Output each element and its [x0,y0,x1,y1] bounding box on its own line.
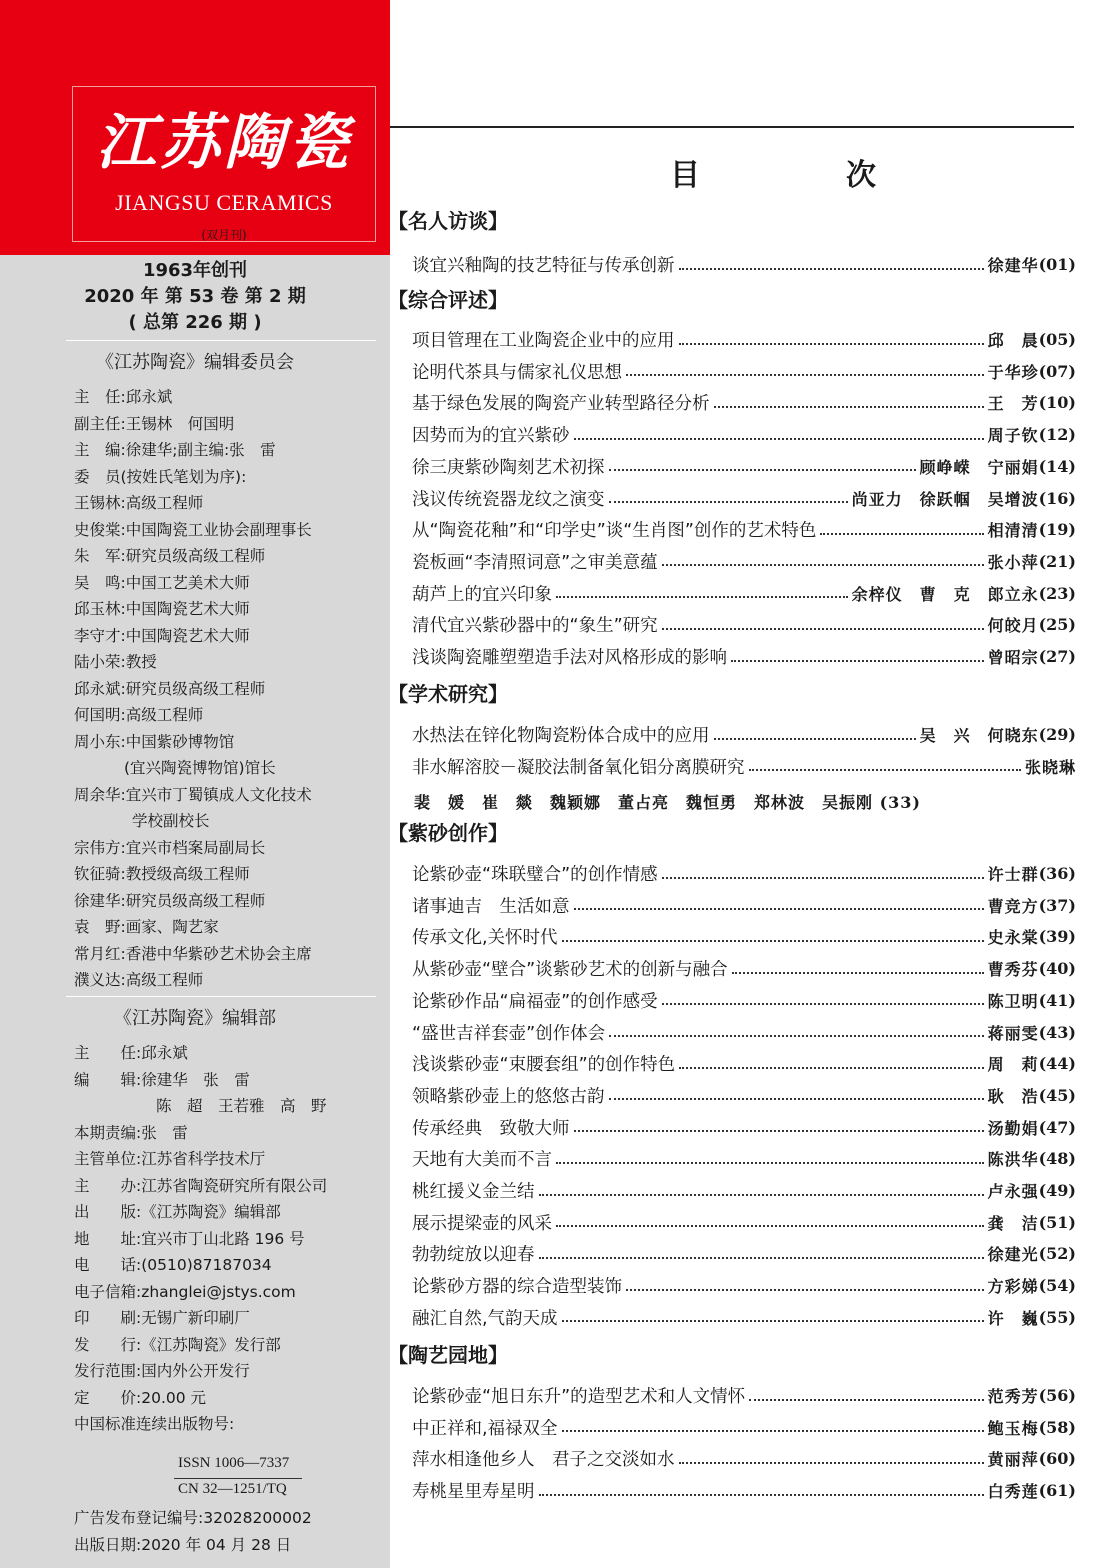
toc-leader-dots [539,1494,984,1496]
editorial-line: 主 办:江苏省陶瓷研究所有限公司 [74,1176,328,1195]
toc-entry-title: “盛世吉祥套壶”创作体会 [412,1023,606,1044]
editorial-heading: 《江苏陶瓷》编辑部 [114,1008,276,1029]
toc-leader-dots [749,769,1021,771]
toc-leader-dots [609,469,916,471]
toc-entry-title: 瓷板画“李清照词意”之审美意蕴 [412,552,658,573]
toc-entry-author: 余梓仪 曹 克 郎立永 [851,584,1039,604]
toc-entry-author: 卢永强 [987,1182,1039,1201]
toc-entry-author: 耿 浩 [987,1086,1039,1106]
toc-entry[interactable] [412,419,1076,450]
cn-number: CN 32—1251/TQ [178,1481,287,1497]
toc-leader-dots [714,406,984,408]
toc-leader-dots [574,1130,984,1132]
toc-entry-page: (56) [1038,1386,1076,1405]
issn-number: ISSN 1006—7337 [178,1455,290,1471]
toc-entry-author: 汤勤娟 [987,1118,1039,1138]
toc-entry-page: (12) [1038,425,1076,445]
toc-leader-dots [562,940,984,942]
editorial-line: 电 话:(0510)87187034 [74,1256,272,1274]
toc-entry[interactable] [412,546,1076,577]
toc-leader-dots [539,1257,984,1259]
editorial-line: 定 价:20.00 元 [74,1388,207,1407]
committee-line: 主 编:徐建华;副主编:张 雷 [74,441,276,459]
publication-date: 出版日期:2020 年 04 月 28 日 [74,1535,292,1554]
issue-number: 2020 年 第 53 卷 第 2 期 [84,286,306,307]
toc-entry-author: 何皎月 [987,616,1039,636]
toc-entry-title: 论明代茶具与儒家礼仪思想 [412,362,622,383]
toc-entry-author: 黄丽萍 [987,1450,1039,1470]
toc-entry-title: 浅议传统瓷器龙纹之演变 [412,489,605,510]
committee-heading: 《江苏陶瓷》编辑委员会 [96,352,294,373]
editorial-line: 陈 超 王若雅 高 野 [156,1097,327,1115]
committee-line: 邱玉林:中国陶瓷艺术大师 [74,600,250,618]
toc-leader-dots [626,1289,984,1291]
toc-entry-page: (58) [1038,1417,1076,1437]
toc-entry-page: (23) [1038,583,1076,603]
editorial-line: 发 行:《江苏陶瓷》发行部 [74,1335,281,1354]
editorial-line: 发行范围:国内外公开发行 [74,1362,250,1380]
toc-leader-dots [539,1194,984,1196]
committee-line: 吴 鸣:中国工艺美术大师 [74,573,250,592]
committee-line: 副主任:王锡林 何国明 [74,414,235,433]
toc-entry-author: 徐建光 [987,1245,1039,1265]
editorial-line: 中国标准连续出版物号: [74,1415,235,1433]
committee-line: 钦征骑:教授级高级工程师 [74,865,250,883]
toc-section-heading: 【名人访谈】 [388,209,508,233]
toc-entry-title: 浅谈陶瓷雕塑塑造手法对风格形成的影响 [412,648,727,668]
committee-line: 邱永斌:研究员级高级工程师 [74,679,266,698]
toc-entry[interactable] [412,1207,1076,1238]
toc-entry-author: 范秀芳 [987,1387,1039,1406]
toc-entry-page: (43) [1038,1022,1076,1042]
toc-leader-dots [562,1430,984,1432]
toc-entry-author: 鲍玉梅 [987,1418,1039,1438]
toc-entry[interactable] [412,1475,1076,1506]
committee-line: 濮义达:高级工程师 [74,971,204,989]
toc-entry-author: 裴 媛 崔 燚 魏颖娜 董占亮 魏恒勇 郑林波 吴振刚 [414,793,874,812]
toc-entry[interactable] [412,387,1076,418]
toc-leader-dots [662,564,984,566]
toc-entry-page: (19) [1038,520,1076,540]
toc-entry-title: 勃勃绽放以迎春 [412,1245,535,1266]
editorial-line: 印 刷:无锡广新印刷厂 [74,1309,250,1327]
logo-chinese-title: 江苏陶瓷 [96,108,352,178]
toc-entry-author: 张小萍 [987,552,1039,572]
toc-entry-page: (61) [1038,1481,1076,1501]
toc-entry-author: 徐建华 [987,256,1039,275]
toc-leader-dots [574,908,984,910]
toc-entry-author: 顾峥嵘 宁丽娟 [919,457,1039,477]
toc-leader-dots [679,343,984,345]
editorial-line: 主管单位:江苏省科学技术厅 [74,1150,266,1168]
toc-entry[interactable] [412,985,1076,1016]
toc-leader-dots [732,972,984,974]
editorial-line: 电子信箱:zhanglei@jstys.com [74,1282,296,1301]
toc-entry[interactable] [412,514,1076,545]
toc-entry[interactable] [412,890,1076,921]
toc-entry-author: 邱 晨 [987,331,1039,350]
toc-entry-page: (16) [1038,488,1076,508]
toc-top-rule [390,126,1074,128]
toc-entry-author: 尚亚力 徐跃帼 吴增波 [851,489,1039,509]
toc-entry-author: 史永棠 [987,928,1039,948]
publication-frequency: (双月刊) [201,228,247,242]
toc-entry-title: 诸事迪吉 生活如意 [412,896,570,917]
toc-entry-page: (21) [1038,551,1076,571]
committee-line: 主 任:邱永斌 [74,388,173,406]
toc-entry-author: 蒋丽雯 [987,1023,1039,1043]
toc-entry-title: 徐三庚紫砂陶刻艺术初探 [412,457,605,478]
editorial-line: 出 版:《江苏陶瓷》编辑部 [74,1203,281,1221]
toc-leader-dots [609,1035,983,1037]
editorial-line: 地 址:宜兴市丁山北路 196 号 [74,1229,305,1248]
editorial-list [74,1040,327,1438]
toc-entry[interactable] [412,641,1076,672]
toc-entry[interactable] [412,953,1076,984]
toc-entry[interactable] [412,858,1076,889]
toc-entry-title: 基于绿色发展的陶瓷产业转型路径分析 [412,394,710,415]
toc-entry[interactable] [412,1412,1076,1443]
toc-entry[interactable] [412,1048,1076,1079]
committee-line: 常月红:香港中华紫砂艺术协会主席 [74,944,312,963]
editorial-line: 本期责编:张 雷 [74,1123,188,1142]
toc-entry-page: (48) [1038,1149,1076,1169]
toc-entry-title: 融汇自然,气韵天成 [412,1308,558,1329]
toc-entry-page: (45) [1038,1085,1076,1105]
toc-leader-dots [679,1462,984,1464]
toc-section-heading: 【紫砂创作】 [388,821,508,845]
toc-entry-page: (51) [1038,1212,1076,1232]
toc-entry-title: 展示提梁壶的风采 [412,1213,552,1234]
toc-entry-title: 水热法在锌化物陶瓷粉体合成中的应用 [412,726,710,746]
toc-entry[interactable] [412,1080,1076,1111]
toc-entry-title: 项目管理在工业陶瓷企业中的应用 [412,331,675,351]
masthead-red-block [0,0,390,255]
toc-leader-dots [662,1003,984,1005]
divider [66,996,376,997]
toc-entry-title: 萍水相逢他乡人 君子之交淡如水 [412,1450,675,1471]
toc-entry-author: 相清清 [987,521,1039,541]
issn-divider [174,1478,302,1479]
toc-entry-author: 龚 洁 [987,1213,1039,1233]
toc-leader-dots [714,738,916,740]
committee-line: 袁 野:画家、陶艺家 [74,918,219,936]
committee-list [74,384,312,994]
committee-line: 朱 军:研究员级高级工程师 [74,547,266,565]
toc-entry-author: 周子钦 [987,426,1039,446]
toc-leader-dots [820,533,983,535]
toc-leader-dots [626,374,984,376]
toc-entry-title: 从紫砂壶“壁合”谈紫砂艺术的创新与融合 [412,960,728,981]
toc-entry[interactable] [412,751,1076,782]
toc-entry[interactable] [412,1017,1076,1048]
toc-entry-title: 葫芦上的宜兴印象 [412,584,552,605]
toc-entry-page: (01) [1038,255,1076,274]
toc-entry-title: 浅谈紫砂壶“束腰套组”的创作特色 [412,1055,676,1076]
committee-line: 王锡林:高级工程师 [74,494,204,512]
toc-leader-dots [662,628,984,630]
toc-entry-title: 论紫砂作品“扁福壶”的创作感受 [412,991,658,1012]
committee-line: 何国明:高级工程师 [74,706,204,724]
committee-line: 宗伟方:宜兴市档案局副局长 [74,838,266,857]
toc-entry-author: 许 巍 [987,1308,1039,1328]
toc-entry-page: (37) [1038,895,1076,915]
committee-line: 周小东:中国紫砂博物馆 [74,732,235,751]
journal-logo [72,86,376,242]
toc-entry-page: (05) [1038,330,1076,349]
toc-leader-dots [556,1225,984,1227]
toc-entry[interactable] [412,356,1076,387]
toc-entry-title: 论紫砂方器的综合造型装饰 [412,1277,622,1298]
editorial-line: 编 辑:徐建华 张 雷 [74,1070,250,1089]
toc-leader-dots [679,268,984,270]
toc-entry-page: (39) [1038,927,1076,947]
toc-entry[interactable] [412,1175,1076,1206]
toc-entry[interactable] [412,1380,1076,1411]
toc-entry-author: 张晓琳 [1024,757,1076,777]
toc-entry-author: 曾昭宗 [987,648,1039,667]
toc-entry-title: 中正祥和,福禄双全 [412,1418,558,1439]
toc-entry-title: 谈宜兴釉陶的技艺特征与传承创新 [412,256,675,276]
toc-entry-page: (33) [873,793,921,812]
toc-entry-title: 论紫砂壶“珠联璧合”的创作情感 [412,865,658,885]
toc-entry-page: (36) [1038,864,1076,883]
toc-entry-title: 论紫砂壶“旭日东升”的造型艺术和人文情怀 [412,1387,746,1407]
toc-entry-title: 清代宜兴紫砂器中的“象生”研究 [412,616,658,637]
toc-entry-page: (47) [1038,1117,1076,1137]
toc-entry[interactable] [412,1112,1076,1143]
toc-entry-page: (44) [1038,1054,1076,1074]
toc-entry-page: (14) [1038,456,1076,476]
toc-entry-page: (40) [1038,959,1076,979]
toc-entry[interactable] [412,324,1076,355]
divider [66,340,376,341]
toc-entry-title: 桃红援义金兰结 [412,1182,535,1202]
toc-entry-author: 陈卫明 [987,991,1039,1011]
toc-section-heading: 【综合评述】 [388,288,508,312]
toc-entry-page: (60) [1038,1449,1076,1469]
toc-entry[interactable] [412,578,1076,609]
founded-year: 1963年创刊 [142,260,248,281]
toc-entry-title: 非水解溶胶－凝胶法制备氧化铝分离膜研究 [412,757,745,778]
toc-entry-title: 天地有大美而不言 [412,1150,552,1171]
committee-line: 委 员(按姓氏笔划为序): [74,467,247,486]
toc-entry-page: (54) [1038,1276,1076,1296]
toc-entry-author: 曹秀芬 [987,960,1039,980]
toc-entry-author: 许士群 [987,865,1039,884]
toc-entry-title: 从“陶瓷花釉”和“印学史”谈“生肖图”创作的艺术特色 [412,521,817,542]
committee-line: 周余华:宜兴市丁蜀镇成人文化技术 [74,785,312,804]
toc-entry[interactable] [412,1270,1076,1301]
toc-entry-title: 领略紫砂壶上的悠悠古韵 [412,1086,605,1107]
toc-leader-dots [749,1399,983,1401]
toc-entry[interactable] [412,719,1076,750]
toc-extra-authors [414,790,1076,813]
toc-entry-author: 于华珍 [987,362,1039,382]
toc-section-heading: 【陶艺园地】 [388,1343,508,1367]
committee-line: 史俊棠:中国陶瓷工业协会副理事长 [74,520,312,539]
toc-entry-page: (10) [1038,393,1076,413]
toc-entry-title: 传承经典 致敬大师 [412,1118,570,1139]
toc-entry-page: (55) [1038,1307,1076,1327]
committee-line: 李守才:中国陶瓷艺术大师 [74,626,250,645]
toc-leader-dots [731,660,984,662]
toc-entry-page: (41) [1038,990,1076,1010]
toc-entry-author: 陈洪华 [987,1150,1039,1170]
toc-entry[interactable] [412,483,1076,514]
toc-entry[interactable] [412,1238,1076,1269]
toc-leader-dots [679,1067,983,1069]
toc-entry[interactable] [412,921,1076,952]
committee-line: 学校副校长 [132,812,210,830]
committee-line: 陆小荣:教授 [74,653,157,671]
toc-entry[interactable] [412,609,1076,640]
toc-entry-page: (27) [1038,647,1076,666]
toc-entry-page: (07) [1038,361,1076,381]
toc-leader-dots [556,1162,984,1164]
toc-leader-dots [556,596,848,598]
committee-line: (宜兴陶瓷博物馆)馆长 [124,759,276,777]
toc-entry-author: 白秀莲 [987,1482,1039,1502]
committee-line: 徐建华:研究员级高级工程师 [74,891,266,910]
toc-leader-dots [609,1098,984,1100]
toc-entry-page: (25) [1038,615,1076,635]
toc-entry[interactable] [412,1443,1076,1474]
toc-entry[interactable] [412,1143,1076,1174]
toc-entry-page: (29) [1038,725,1076,744]
toc-entry[interactable] [412,1302,1076,1333]
toc-entry-title: 因势而为的宜兴紫砂 [412,426,570,447]
toc-entry-author: 周 莉 [987,1055,1039,1075]
toc-title: 目 次 [670,158,934,193]
toc-leader-dots [609,501,848,503]
ad-registration: 广告发布登记编号:32028200002 [74,1509,312,1527]
toc-section-heading: 【学术研究】 [388,682,508,706]
toc-entry[interactable] [412,451,1076,482]
toc-entry-page: (52) [1038,1244,1076,1264]
toc-entry-author: 吴 兴 何晓东 [919,726,1039,745]
total-issue-number: ( 总第 226 期 ) [128,312,262,333]
toc-entry-author: 方彩娣 [987,1277,1039,1297]
toc-leader-dots [662,877,984,879]
toc-entry-page: (49) [1038,1181,1076,1200]
toc-entry-author: 曹竞方 [987,896,1039,916]
editorial-footer [74,1505,312,1558]
toc-entry[interactable] [412,249,1076,280]
editorial-line: 主 任:邱永斌 [74,1044,188,1062]
toc-entry-title: 寿桃星里寿星明 [412,1482,535,1503]
toc-entry-author: 王 芳 [987,394,1039,414]
toc-entry-title: 传承文化,关怀时代 [412,928,558,949]
toc-leader-dots [562,1320,984,1322]
logo-english-title: JIANGSU CERAMICS [115,190,333,215]
toc-leader-dots [574,438,984,440]
